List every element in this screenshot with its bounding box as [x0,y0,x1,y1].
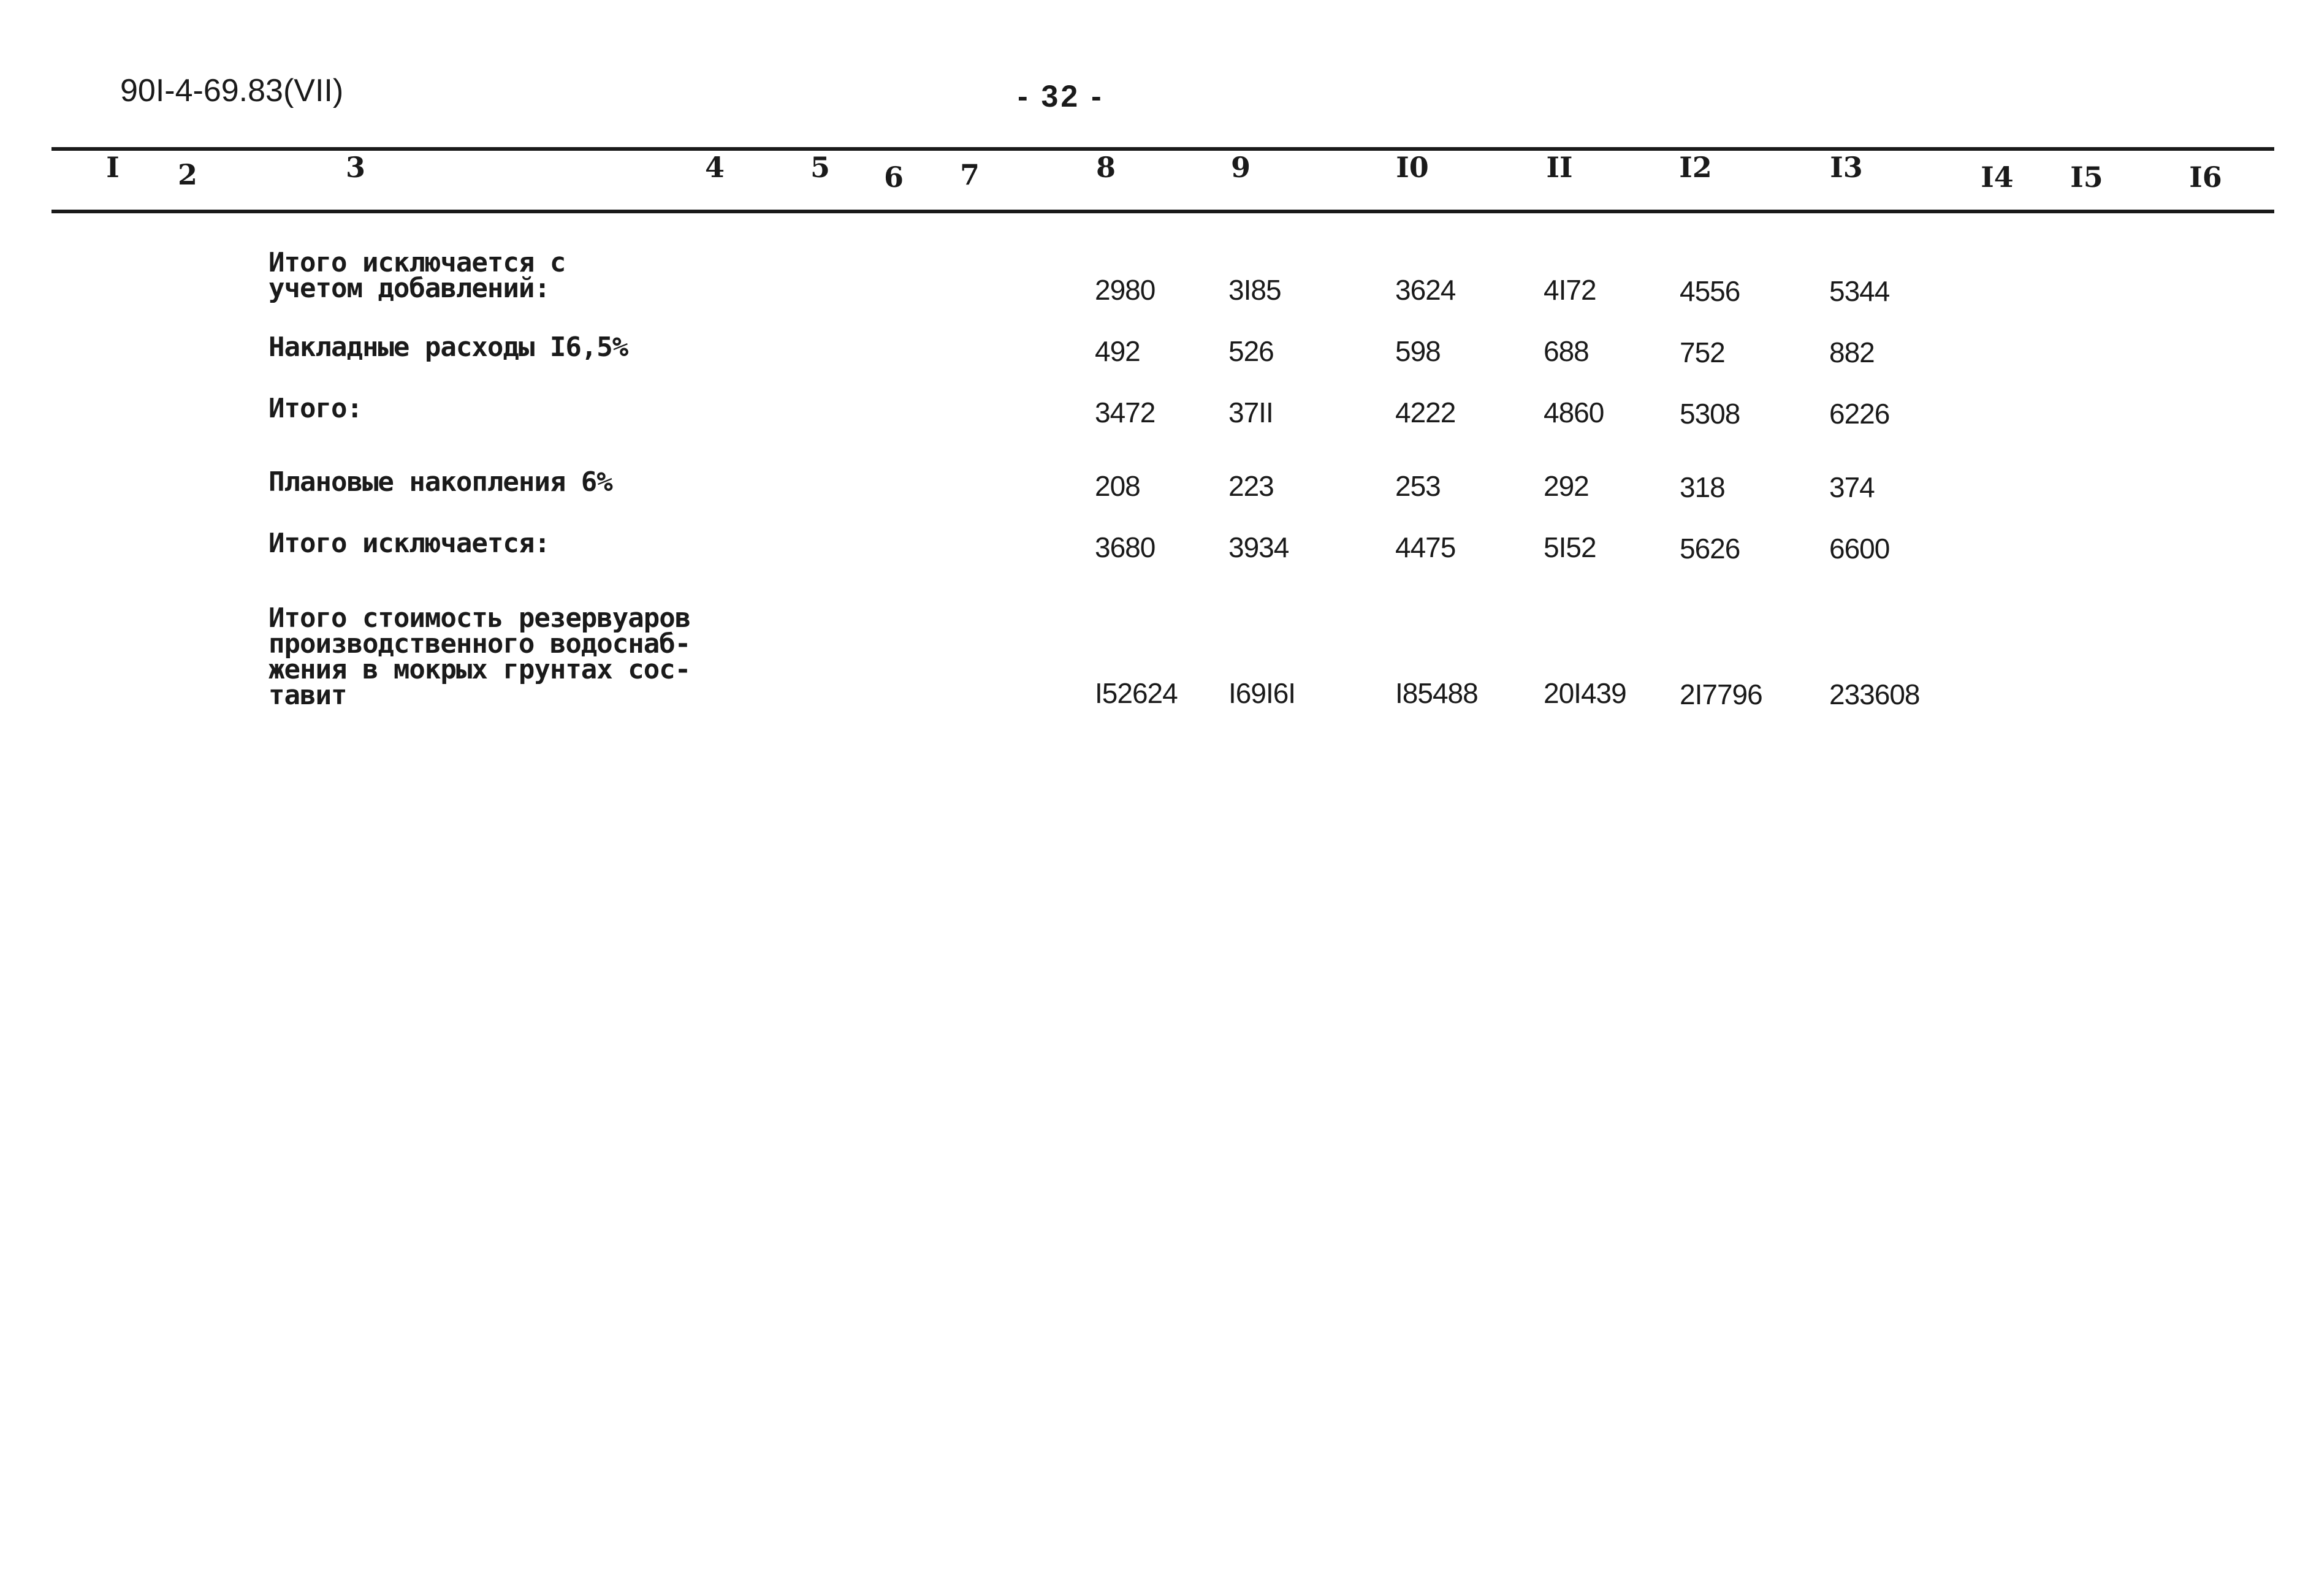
column-header: 7 [959,158,980,191]
table-cell: 4475 [1395,531,1456,563]
row-label-line: Плановые накопления 6% [268,466,612,498]
column-header: 4 [704,151,725,184]
table-cell: 292 [1544,470,1589,502]
row-label-line: Накладные расходы I6,5% [268,332,628,363]
column-header: 6 [883,161,904,194]
table-cell: 492 [1095,335,1140,367]
row-label [268,247,566,304]
table-cell: 4222 [1395,397,1456,428]
table-cell: 253 [1395,470,1441,502]
table-cell: I85488 [1395,677,1478,709]
table-cell: 3I85 [1228,274,1281,306]
column-header: I0 [1396,151,1429,184]
table-cell: 6226 [1829,398,1890,430]
column-header: I4 [1981,161,2014,194]
table-cell: 223 [1228,470,1274,502]
column-header: I2 [1679,151,1712,184]
row-label [268,466,612,498]
table-header-rule [51,210,2274,213]
row-label-line: жения в мокрых грунтах сос- [268,654,691,685]
row-label [268,393,362,424]
table-cell: 2I7796 [1680,678,1762,710]
table-cell: 4I72 [1544,274,1596,306]
document-code: 90I-4-69.83(VII) [120,73,344,108]
column-header: I5 [2070,161,2103,194]
column-header: II [1546,151,1573,184]
table-cell: 5308 [1680,398,1740,430]
table-cell: I69I6I [1228,677,1296,709]
column-header: 9 [1230,151,1251,184]
table-cell: 2980 [1095,274,1156,306]
row-label-line: производственного водоснаб- [268,628,691,659]
page-number: - 32 - [1018,79,1104,113]
table-cell: 374 [1829,471,1875,503]
column-header: 5 [810,151,831,184]
table-cell: 5344 [1829,275,1890,307]
table-cell: 208 [1095,470,1140,502]
table-cell: 3680 [1095,531,1156,563]
column-header: I [106,151,120,184]
table-cell: 318 [1680,471,1725,503]
table-cell: 6600 [1829,533,1890,564]
row-label-line: Итого: [268,393,362,424]
row-label [268,602,691,711]
table-cell: 3472 [1095,397,1156,428]
row-label-line: Итого стоимость резервуаров [268,602,691,634]
table-cell: 598 [1395,335,1441,367]
table-cell: 882 [1829,336,1875,368]
table-cell: 526 [1228,335,1274,367]
table-cell: 752 [1680,336,1725,368]
row-label [268,332,628,363]
row-label-line: Итого исключается: [268,528,550,559]
table-cell: 233608 [1829,678,1920,710]
column-header: I3 [1830,151,1863,184]
table-cell: 688 [1544,335,1589,367]
row-label-line: тавит [268,680,347,711]
column-header: I6 [2189,161,2222,194]
table-cell: 3934 [1228,531,1289,563]
row-label-line: учетом добавлений: [268,273,550,304]
row-label [268,528,550,559]
table-cell: 37II [1228,397,1273,428]
table-cell: I52624 [1095,677,1178,709]
table-cell: 3624 [1395,274,1456,306]
table-cell: 20I439 [1544,677,1626,709]
column-header: 3 [345,151,366,184]
column-header: 8 [1095,151,1116,184]
table-top-rule [51,147,2274,151]
table-cell: 5I52 [1544,531,1596,563]
table-cell: 4860 [1544,397,1604,428]
row-label-line: Итого исключается с [268,247,566,278]
table-cell: 5626 [1680,533,1740,564]
column-header: 2 [177,158,198,191]
table-cell: 4556 [1680,275,1740,307]
